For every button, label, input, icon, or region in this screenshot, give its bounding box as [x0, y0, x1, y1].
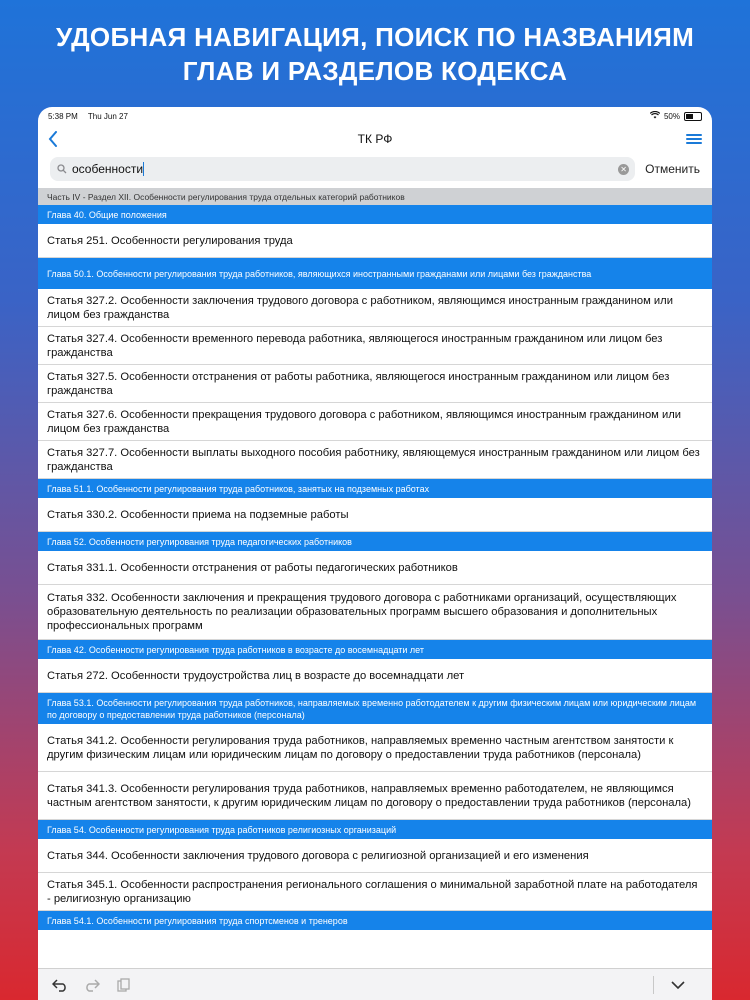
article-row[interactable]: Статья 345.1. Особенности распространения регионального соглашения о минимальной заработной плате на работодателя - религиозную организацию	[38, 873, 712, 911]
back-chevron-icon[interactable]	[48, 129, 62, 149]
clear-search-icon[interactable]: ✕	[618, 164, 629, 175]
search-row	[38, 153, 712, 185]
bottom-toolbar	[38, 968, 712, 1000]
chevron-down-icon[interactable]	[668, 975, 688, 995]
article-row[interactable]: Статья 327.4. Особенности временного перевода работника, являющегося иностранным гражданином или лицом без гражданства	[38, 327, 712, 365]
article-row[interactable]: Статья 331.1. Особенности отстранения от работы педагогических работников	[38, 551, 712, 585]
nav-title: ТК РФ	[357, 132, 393, 146]
chapter-header[interactable]: Глава 40. Общие положения	[38, 205, 712, 224]
tablet-screen	[38, 107, 712, 1000]
undo-icon[interactable]	[50, 975, 70, 995]
article-row[interactable]: Статья 327.6. Особенности прекращения трудового договора с работником, являющимся иностранным гражданином или лицом без гражданства	[38, 403, 712, 441]
headline-line-2: ГЛАВ И РАЗДЕЛОВ КОДЕКСА	[182, 56, 568, 86]
status-time: 5:38 PM	[48, 111, 78, 121]
toolbar-divider	[653, 976, 654, 994]
chapter-header[interactable]: Глава 42. Особенности регулирования труда работников в возрасте до восемнадцати лет	[38, 640, 712, 659]
battery-percent: 50%	[663, 111, 680, 121]
status-bar	[38, 107, 712, 125]
chapter-header[interactable]: Глава 53.1. Особенности регулирования труда работников, направляемых временно работодателем к другим физическим лицам или юридическим лицам по договору о предоставлении труда работников (персонала)	[38, 693, 712, 724]
article-row[interactable]: Статья 330.2. Особенности приема на подземные работы	[38, 498, 712, 532]
promo-headline	[0, 20, 750, 88]
battery-icon	[684, 112, 702, 121]
article-row[interactable]: Статья 251. Особенности регулирования труда	[38, 224, 712, 258]
chapter-header[interactable]: Глава 51.1. Особенности регулирования труда работников, занятых на подземных работах	[38, 479, 712, 498]
nav-bar	[38, 125, 712, 153]
article-row[interactable]: Статья 341.2. Особенности регулирования труда работников, направляемых временно частным агентством занятости к другим физическим лицам или юридическим лицам по договору о предоставлении труда работников (персонала)	[38, 724, 712, 772]
search-icon	[56, 163, 68, 175]
cancel-button[interactable]: Отменить	[645, 162, 700, 176]
article-row[interactable]: Статья 341.3. Особенности регулирования труда работников, направляемых временно работодателем, не являющимся частным агентством занятости, к другим юридическим лицам по договору о предоставлении труда работников (персонала)	[38, 772, 712, 820]
article-row[interactable]: Статья 327.5. Особенности отстранения от работы работника, являющегося иностранным гражданином или лицом без гражданства	[38, 365, 712, 403]
wifi-icon	[650, 111, 660, 121]
chapter-header[interactable]: Глава 54.1. Особенности регулирования труда спортсменов и тренеров	[38, 911, 712, 930]
article-row[interactable]: Статья 332. Особенности заключения и прекращения трудового договора с работниками организаций, осуществляющих образовательную деятельность по реализации образовательных программ высшего образования и дополнительных профессиональных программ	[38, 585, 712, 640]
article-row[interactable]: Статья 327.2. Особенности заключения трудового договора с работником, являющимся иностранным гражданином или лицом без гражданства	[38, 289, 712, 327]
paste-icon[interactable]	[114, 975, 134, 995]
status-date: Thu Jun 27	[87, 111, 128, 121]
menu-icon[interactable]	[686, 132, 702, 146]
article-row[interactable]: Статья 272. Особенности трудоустройства лиц в возрасте до восемнадцати лет	[38, 659, 712, 693]
chapter-header[interactable]: Глава 50.1. Особенности регулирования труда работников, являющихся иностранными гражданами или лицами без гражданства	[38, 258, 712, 289]
results-list	[38, 205, 712, 930]
chapter-header[interactable]: Глава 52. Особенности регулирования труда педагогических работников	[38, 532, 712, 551]
search-field[interactable]	[50, 157, 635, 181]
breadcrumb: Часть IV - Раздел XII. Особенности регулирования труда отдельных категорий работников	[38, 188, 712, 205]
search-input[interactable]: особенности	[72, 161, 144, 176]
article-row[interactable]: Статья 327.7. Особенности выплаты выходного пособия работнику, являющемуся иностранным гражданином или лицом без гражданства	[38, 441, 712, 479]
text-cursor	[143, 162, 144, 176]
redo-icon[interactable]	[82, 975, 102, 995]
chapter-header[interactable]: Глава 54. Особенности регулирования труда работников религиозных организаций	[38, 820, 712, 839]
article-row[interactable]: Статья 344. Особенности заключения трудового договора с религиозной организацией и его изменения	[38, 839, 712, 873]
headline-line-1: УДОБНАЯ НАВИГАЦИЯ, ПОИСК ПО НАЗВАНИЯМ	[55, 22, 695, 52]
